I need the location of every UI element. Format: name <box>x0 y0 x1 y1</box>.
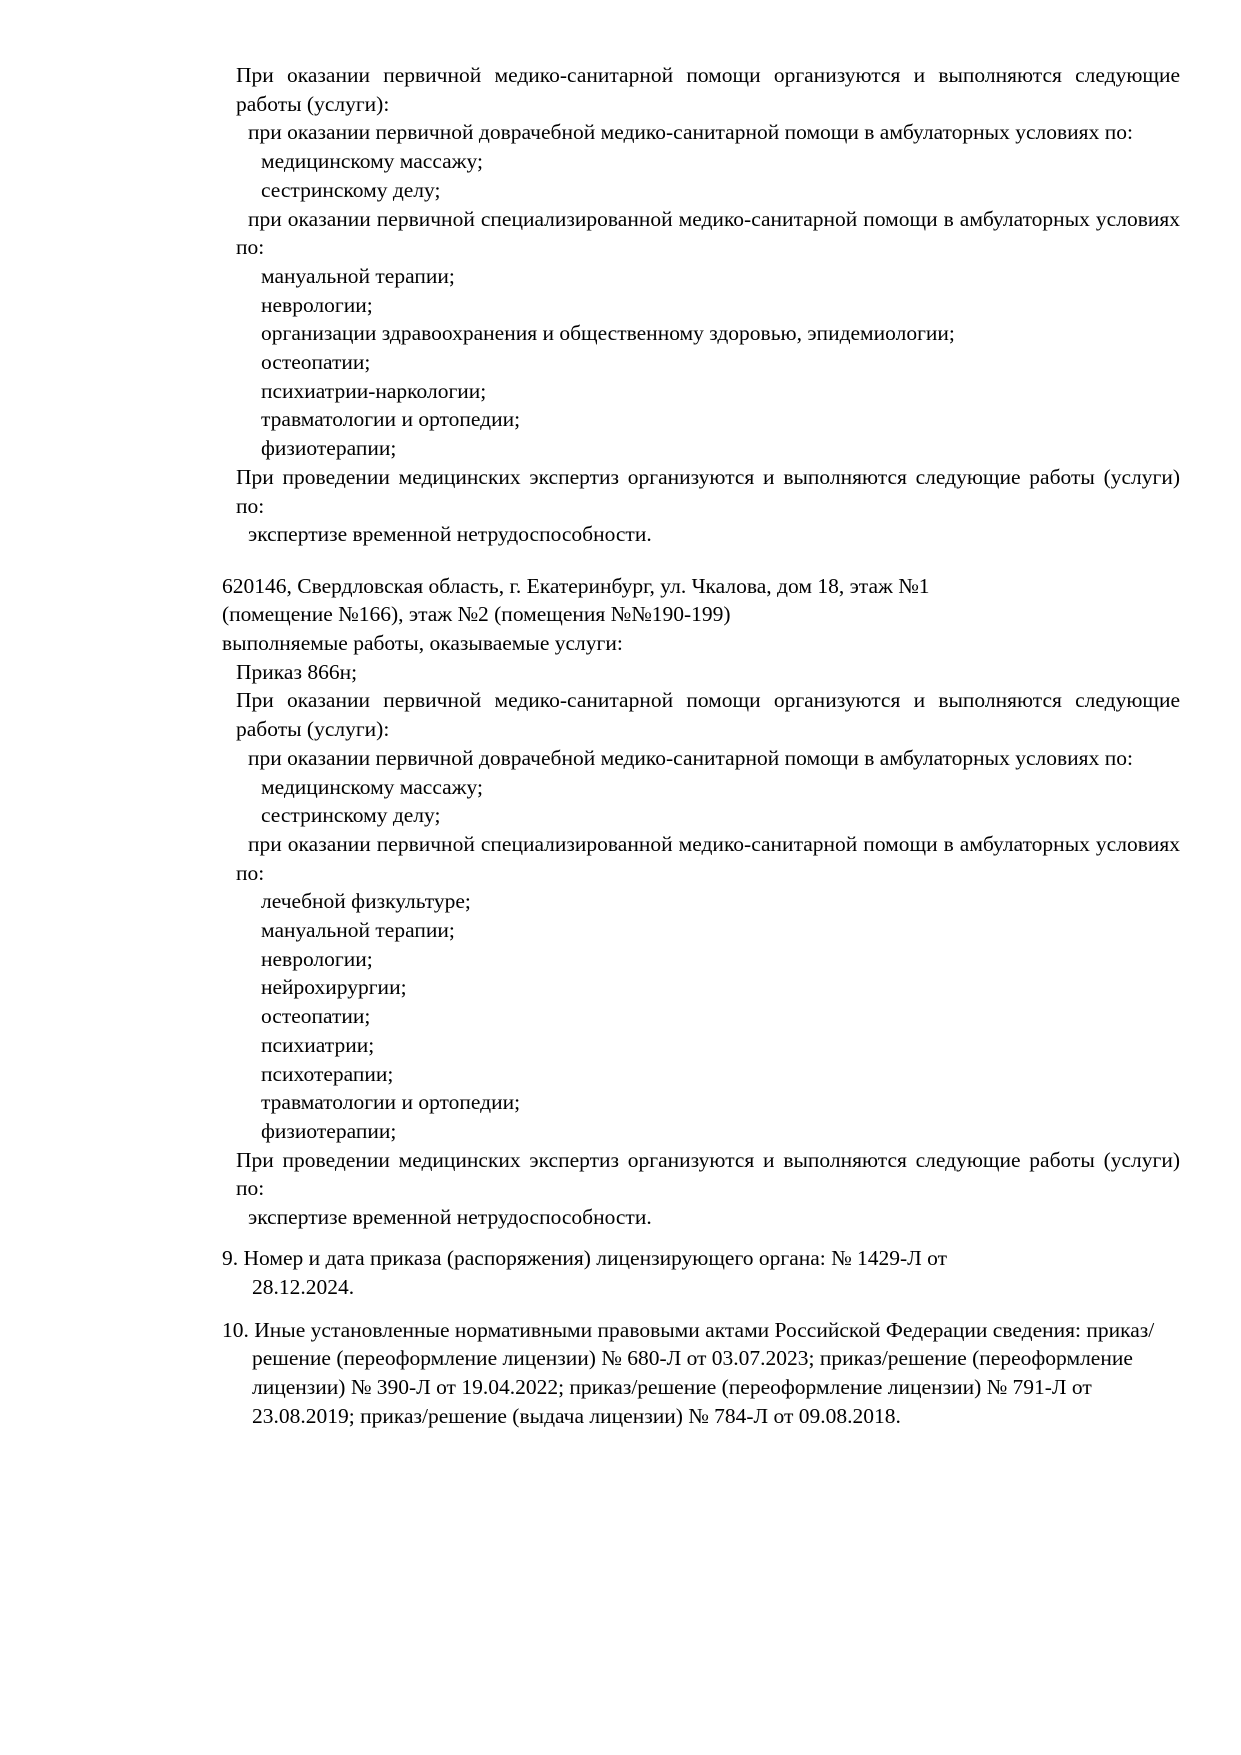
list-item: психиатрии-наркологии; <box>261 378 487 403</box>
list-item: травматологии и ортопедии; <box>261 1090 521 1115</box>
subsection-heading: при оказании первичной специализированной медико-санитарной помощи в амбулаторных условиях по: <box>236 206 1180 260</box>
list-item: психотерапии; <box>261 1061 394 1086</box>
list-item: остеопатии; <box>261 1004 371 1029</box>
list-item: психиатрии; <box>261 1032 375 1057</box>
list-item: сестринскому делу; <box>261 803 441 828</box>
list-item: травматологии и ортопедии; <box>261 407 521 432</box>
list-item: нейрохирургии; <box>261 975 407 1000</box>
section-heading: При оказании первичной медико-санитарной помощи организуются и выполняются следующие работы (услуги): <box>236 688 1180 742</box>
list-item: остеопатии; <box>261 350 371 375</box>
list-item: физиотерапии; <box>261 436 397 461</box>
numbered-item-9: 9. Номер и дата приказа (распоряжения) лицензирующего органа: № 1429-Л от 28.12.2024. <box>222 1245 947 1299</box>
address: 620146, Свердловская область, г. Екатеринбург, ул. Чкалова, дом 18, этаж №1 <box>222 573 930 598</box>
address: (помещение №166), этаж №2 (помещения №№190-199) <box>222 602 731 627</box>
section-heading: При оказании первичной медико-санитарной помощи организуются и выполняются следующие работы (услуги): <box>236 63 1180 116</box>
section-heading: При проведении медицинских экспертиз организуются и выполняются следующие работы (услуги) по: <box>236 1147 1180 1201</box>
list-item: мануальной терапии; <box>261 263 455 288</box>
list-item: физиотерапии; <box>261 1119 397 1143</box>
list-item: неврологии; <box>261 292 373 317</box>
order-ref: Приказ 866н; <box>236 659 358 684</box>
numbered-item-10: 10. Иные установленные нормативными правовыми актами Российской Федерации сведения: приказ/решение (переоформление лицензии) № 680-Л от 03.07.2023; приказ/решение (переоформление лицензии) № 390-Л от 19.04.2022; приказ/решение (переоформление лицензии) № 791-Л от 23.08.2019; приказ/решение (выдача лицензии) № 784-Л от 09.08.2018. <box>222 1317 1155 1428</box>
list-item: неврологии; <box>261 946 373 971</box>
subsection-heading: при оказании первичной доврачебной медико-санитарной помощи в амбулаторных условиях по: <box>248 745 1133 770</box>
list-item: экспертизе временной нетрудоспособности. <box>248 522 652 547</box>
document-page <box>0 61 1241 1431</box>
section-heading: При проведении медицинских экспертиз организуются и выполняются следующие работы (услуги) по: <box>236 464 1180 518</box>
list-item: организации здравоохранения и общественному здоровью, эпидемиологии; <box>261 321 955 346</box>
list-item: медицинскому массажу; <box>261 774 483 799</box>
list-item: лечебной физкультуре; <box>261 889 471 914</box>
list-item: сестринскому делу; <box>261 177 441 202</box>
list-item: экспертизе временной нетрудоспособности. <box>248 1205 652 1230</box>
works-label: выполняемые работы, оказываемые услуги: <box>222 631 623 656</box>
list-item: медицинскому массажу; <box>261 149 483 174</box>
list-item: мануальной терапии; <box>261 918 455 943</box>
subsection-heading: при оказании первичной специализированной медико-санитарной помощи в амбулаторных условиях по: <box>236 831 1180 885</box>
subsection-heading: при оказании первичной доврачебной медико-санитарной помощи в амбулаторных условиях по: <box>248 120 1133 145</box>
